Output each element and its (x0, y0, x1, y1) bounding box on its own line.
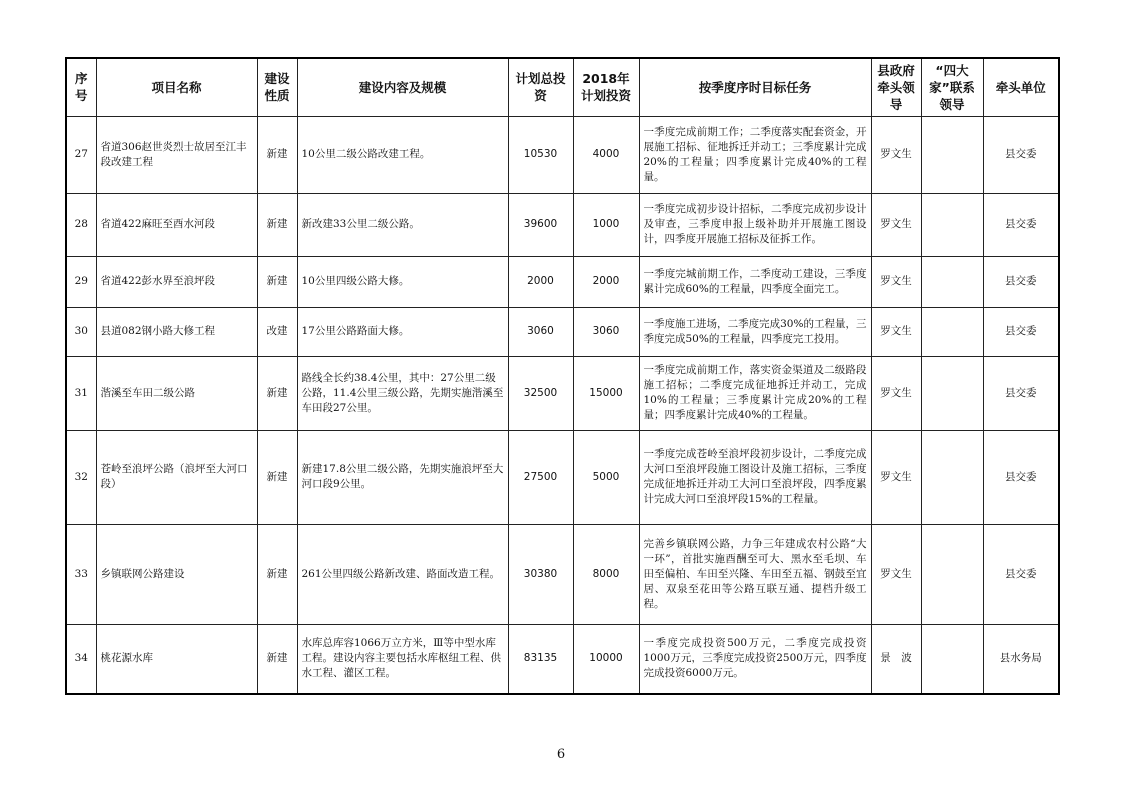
header-four-leader: “四大家”联系领导 (921, 58, 983, 116)
row-plan-total: 2000 (508, 256, 573, 307)
row-seq: 29 (66, 256, 96, 307)
row-tasks: 一季度施工进场，二季度完成30%的工程量，三季度完成50%的工程量，四季度完工投用。 (639, 307, 871, 356)
header-plan-total: 计划总投资 (508, 58, 573, 116)
header-plan-2018: 2018年计划投资 (573, 58, 639, 116)
table-row (66, 356, 1059, 430)
row-name: 乡镇联网公路建设 (96, 524, 257, 624)
row-county-leader: 罗文生 (871, 116, 921, 193)
row-tasks: 一季度完成前期工作，落实资金渠道及二级路段施工招标；二季度完成征地拆迁并动工，完成10%的工程量；三季度累计完成20%的工程量；四季度累计完成40%的工程量。 (639, 356, 871, 430)
row-tasks: 一季度完成苍岭至浪坪段初步设计，二季度完成大河口至浪坪段施工图设计及施工招标，三季度完成征地拆迁并动工大河口至浪坪段，四季度累计完成大河口至浪坪段15%的工程量。 (639, 430, 871, 524)
row-four-leader (921, 524, 983, 624)
row-seq: 27 (66, 116, 96, 193)
row-plan-total: 3060 (508, 307, 573, 356)
row-nature: 新建 (257, 524, 297, 624)
row-seq: 34 (66, 624, 96, 694)
row-seq: 28 (66, 193, 96, 256)
row-plan-total: 83135 (508, 624, 573, 694)
row-plan-2018: 10000 (573, 624, 639, 694)
row-plan-2018: 2000 (573, 256, 639, 307)
row-name: 县道082钢小路大修工程 (96, 307, 257, 356)
table-row (66, 193, 1059, 256)
row-plan-total: 32500 (508, 356, 573, 430)
row-lead-unit: 县交委 (983, 116, 1059, 193)
row-lead-unit: 县水务局 (983, 624, 1059, 694)
row-nature: 新建 (257, 356, 297, 430)
row-county-leader: 罗文生 (871, 430, 921, 524)
row-lead-unit: 县交委 (983, 524, 1059, 624)
row-plan-total: 30380 (508, 524, 573, 624)
row-county-leader: 景 波 (871, 624, 921, 694)
row-county-leader: 罗文生 (871, 524, 921, 624)
row-content: 10公里二级公路改建工程。 (297, 116, 508, 193)
row-content: 10公里四级公路大修。 (297, 256, 508, 307)
header-nature: 建设性质 (257, 58, 297, 116)
row-nature: 新建 (257, 256, 297, 307)
row-county-leader: 罗文生 (871, 356, 921, 430)
row-seq: 30 (66, 307, 96, 356)
row-nature: 新建 (257, 193, 297, 256)
table-header-row (66, 58, 1059, 116)
row-four-leader (921, 256, 983, 307)
row-nature: 新建 (257, 430, 297, 524)
header-content: 建设内容及规模 (297, 58, 508, 116)
row-seq: 33 (66, 524, 96, 624)
row-content: 新改建33公里二级公路。 (297, 193, 508, 256)
table-row (66, 430, 1059, 524)
header-lead-unit: 牵头单位 (983, 58, 1059, 116)
row-name: 桃花源水库 (96, 624, 257, 694)
header-seq: 序号 (66, 58, 96, 116)
row-tasks: 一季度完成投资500万元，二季度完成投资1000万元，三季度完成投资2500万元，四季度完成投资6000万元。 (639, 624, 871, 694)
row-name: 省道422麻旺至酉水河段 (96, 193, 257, 256)
row-tasks: 完善乡镇联网公路，力争三年建成农村公路“大一环”，首批实施酉酬至可大、黑水至毛坝、车田至偏柏、车田至兴隆、车田至五福、钢鼓至宜居、双泉至花田等公路互联互通、提档升级工程。 (639, 524, 871, 624)
row-content: 水库总库容1066万立方米，Ⅲ等中型水库工程。建设内容主要包括水库枢纽工程、供水工程、灌区工程。 (297, 624, 508, 694)
row-name: 省道422彭水界至浪坪段 (96, 256, 257, 307)
row-content: 261公里四级公路新改建、路面改造工程。 (297, 524, 508, 624)
row-plan-2018: 3060 (573, 307, 639, 356)
row-plan-2018: 8000 (573, 524, 639, 624)
row-four-leader (921, 430, 983, 524)
row-name: 省道306赵世炎烈士故居至江丰段改建工程 (96, 116, 257, 193)
table-row (66, 307, 1059, 356)
row-content: 路线全长约38.4公里，其中：27公里二级公路，11.4公里三级公路，先期实施湝溪至车田段27公里。 (297, 356, 508, 430)
page-number: 6 (556, 747, 566, 762)
row-lead-unit: 县交委 (983, 356, 1059, 430)
row-nature: 新建 (257, 116, 297, 193)
row-tasks: 一季度完成初步设计招标，二季度完成初步设计及审查，三季度申报上级补助并开展施工图设计，四季度开展施工招标及征拆工作。 (639, 193, 871, 256)
row-nature: 新建 (257, 624, 297, 694)
row-county-leader: 罗文生 (871, 256, 921, 307)
row-lead-unit: 县交委 (983, 193, 1059, 256)
table-row (66, 256, 1059, 307)
row-nature: 改建 (257, 307, 297, 356)
row-lead-unit: 县交委 (983, 307, 1059, 356)
header-county-leader: 县政府牵头领导 (871, 58, 921, 116)
header-quarterly-tasks: 按季度序时目标任务 (639, 58, 871, 116)
header-name: 项目名称 (96, 58, 257, 116)
row-plan-2018: 15000 (573, 356, 639, 430)
row-plan-total: 10530 (508, 116, 573, 193)
row-content: 新建17.8公里二级公路，先期实施浪坪至大河口段9公里。 (297, 430, 508, 524)
row-seq: 32 (66, 430, 96, 524)
row-tasks: 一季度完城前期工作，二季度动工建设，三季度累计完成60%的工程量，四季度全面完工。 (639, 256, 871, 307)
row-county-leader: 罗文生 (871, 193, 921, 256)
row-four-leader (921, 193, 983, 256)
row-four-leader (921, 624, 983, 694)
project-table (65, 57, 1060, 695)
row-seq: 31 (66, 356, 96, 430)
row-plan-2018: 4000 (573, 116, 639, 193)
table-row (66, 116, 1059, 193)
row-plan-total: 27500 (508, 430, 573, 524)
row-county-leader: 罗文生 (871, 307, 921, 356)
row-plan-total: 39600 (508, 193, 573, 256)
table-row (66, 524, 1059, 624)
row-plan-2018: 1000 (573, 193, 639, 256)
row-lead-unit: 县交委 (983, 430, 1059, 524)
row-name: 苍岭至浪坪公路（浪坪至大河口段） (96, 430, 257, 524)
row-four-leader (921, 116, 983, 193)
table-row (66, 624, 1059, 694)
row-plan-2018: 5000 (573, 430, 639, 524)
row-tasks: 一季度完成前期工作；二季度落实配套资金，开展施工招标、征地拆迁并动工；三季度累计完成20%的工程量；四季度累计完成40%的工程量。 (639, 116, 871, 193)
row-content: 17公里公路路面大修。 (297, 307, 508, 356)
row-name: 湝溪至车田二级公路 (96, 356, 257, 430)
row-four-leader (921, 356, 983, 430)
row-lead-unit: 县交委 (983, 256, 1059, 307)
row-four-leader (921, 307, 983, 356)
